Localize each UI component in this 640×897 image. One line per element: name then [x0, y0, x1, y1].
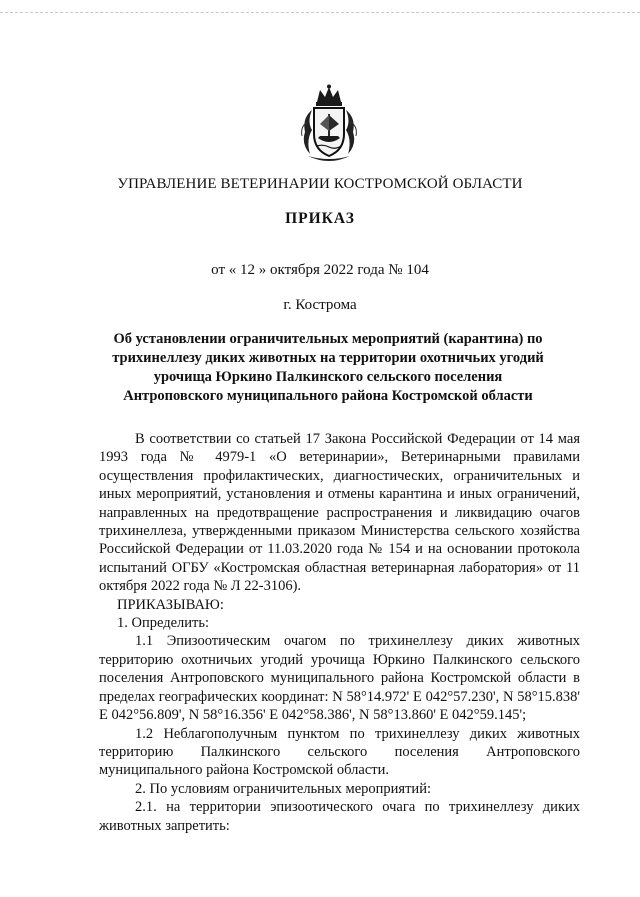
- order-title: ПРИКАЗ: [285, 210, 355, 227]
- coat-of-arms-icon: [296, 84, 362, 164]
- order-subject: Об установлении ограничительных мероприятий (карантина) по трихинеллезу диких животных на территории охотничьих угодий урочища Юркино Палкинского сельского поселения Антроповского муниципального района Костромской области: [112, 331, 544, 404]
- preamble-paragraph: В соответствии со статьей 17 Закона Российской Федерации от 14 мая 1993 года № 4979-1 «О ветеринарии», Ветеринарными правилами осуществления профилактических, диагностических, ограничительных и иных мероприятий, установления и отмены карантина и иных ограничений, направленных на предотвращение распространения и ликвидацию очагов трихинеллеза, утвержденными приказом Министерства сельского хозяйства Российской Федерации от 11.03.2020 года № 154 и на основании протокола испытаний ОГБУ «Костромская областная ветеринарная лаборатория» от 11 октября 2022 года № Л 22-3106).: [99, 431, 580, 595]
- order-word: ПРИКАЗЫВАЮ:: [117, 596, 224, 613]
- order-body: [99, 430, 580, 835]
- clause-1: 1. Определить:: [117, 615, 210, 632]
- top-scan-edge: [0, 12, 640, 13]
- order-city: г. Кострома: [283, 297, 357, 313]
- agency-name: УПРАВЛЕНИЕ ВЕТЕРИНАРИИ КОСТРОМСКОЙ ОБЛАСТИ: [117, 176, 523, 192]
- clause-1-1: 1.1 Эпизоотическим очагом по трихинеллезу диких животных территорию охотничьих угодий урочища Юркино Палкинского сельского поселения Антроповского муниципального района Костромской области в пределах географических координат: N 58°14.972' E 042°57.230', N 58°15.838' E 042°56.809', N 58°16.356' E 042°58.386', N 58°13.860' E 042°59.145';: [99, 633, 580, 724]
- clause-2-1: 2.1. на территории эпизоотического очага по трихинеллезу диких животных запретить:: [99, 799, 580, 834]
- order-date-number: от « 12 » октября 2022 года № 104: [211, 262, 429, 278]
- clause-1-2: 1.2 Неблагополучным пунктом по трихинеллезу диких животных территорию Палкинского сельского поселения Антроповского муниципального района Костромской области.: [99, 725, 580, 779]
- clause-2: 2. По условиям ограничительных мероприятий:: [135, 780, 431, 797]
